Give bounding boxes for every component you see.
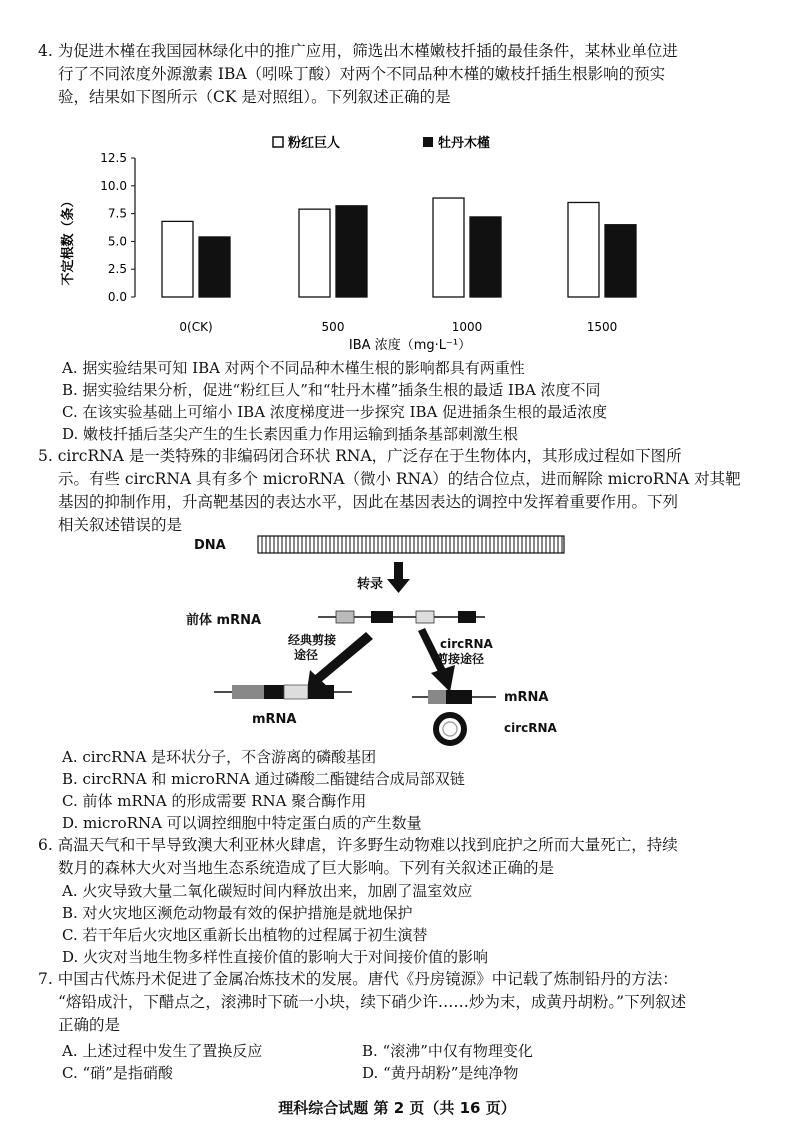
dna-strand xyxy=(258,536,564,553)
q7-stem-line1: 7. 中国古代炼丹术促进了金属冶炼技术的发展。唐代《丹房镜源》中记载了炼制铅丹的方法： xyxy=(38,970,678,988)
transcription-label: 转录 xyxy=(357,577,384,592)
q6-stem-line1: 6. 高温天气和干旱导致澳大利亚林火肆虐，许多野生动物难以找到庇护之所而大量死亡，持续 xyxy=(38,836,678,854)
mature-mrna-circ-path xyxy=(412,690,496,704)
q4-stem-line2: 行了不同浓度外源激素 IBA（吲哚丁酸）对两个不同品种木槿的嫩枝扦插生根影响的预实 xyxy=(58,65,666,83)
q5-option-c: C. 前体 mRNA 的形成需要 RNA 聚合酶作用 xyxy=(62,792,367,810)
classic-splice-label-l2: 途径 xyxy=(294,648,319,662)
mrna-label-right: mRNA xyxy=(504,690,549,705)
q4-stem-line1: 4. 为促进木槿在我国园林绿化中的推广应用，筛选出木槿嫩枝扦插的最佳条件，某林业单位进 xyxy=(38,42,678,60)
q5-option-d: D. microRNA 可以调控细胞中特定蛋白质的产生数量 xyxy=(62,814,422,832)
q6-option-a: A. 火灾导致大量二氧化碳短时间内释放出来，加剧了温室效应 xyxy=(62,882,473,900)
legend-label-peony-hibiscus: 牡丹木槿 xyxy=(438,136,491,151)
q5-stem-line1: 5. circRNA 是一类特殊的非编码闭合环状 RNA，广泛存在于生物体内，其形成过程如下图所 xyxy=(38,447,682,465)
transcription-arrow xyxy=(387,562,410,593)
pre-mrna-strand xyxy=(318,611,485,623)
circ-splice-label-l1: circRNA xyxy=(440,637,493,651)
y-tick-label: 0.0 xyxy=(107,290,127,304)
x-axis-label: IBA 浓度（mg·L⁻¹） xyxy=(348,338,472,353)
legend-label-pink-giant: 粉红巨人 xyxy=(288,136,341,151)
q7-stem-line3: 正确的是 xyxy=(58,1016,121,1034)
q7-option-a: A. 上述过程中发生了置换反应 xyxy=(62,1042,263,1060)
pre-mrna-label: 前体 mRNA xyxy=(186,613,262,628)
q6-option-b: B. 对火灾地区濒危动物最有效的保护措施是就地保护 xyxy=(62,904,413,922)
mrna-label-left: mRNA xyxy=(252,712,297,727)
y-tick-label: 7.5 xyxy=(107,206,127,221)
q7-stem-line2: “熔铅成汁，下醋点之，滚沸时下硫一小块，续下硝少许……炒为末，成黄丹胡粉。”下列叙述 xyxy=(58,993,687,1011)
q4-option-a: A. 据实验结果可知 IBA 对两个不同品种木槿生根的影响都具有两重性 xyxy=(62,359,525,377)
q4-stem-line3: 验，结果如下图所示（CK 是对照组）。下列叙述正确的是 xyxy=(58,88,451,106)
q5-stem-line3: 基因的抑制作用，升高靶基因的表达水平，因此在基因表达的调控中发挥着重要作用。下列 xyxy=(58,493,679,511)
q6-option-d: D. 火灾对当地生物多样性直接价值的影响大于对间接价值的影响 xyxy=(62,948,489,966)
y-tick-label: 5.0 xyxy=(107,234,127,249)
q5-option-a: A. circRNA 是环状分子，不含游离的磷酸基团 xyxy=(62,748,377,766)
page-footer: 理科综合试题 第 2 页（共 16 页） xyxy=(278,1099,516,1117)
q4-option-d: D. 嫩枝扦插后茎尖产生的生长素因重力作用运输到插条基部刺激生根 xyxy=(62,425,519,443)
q4-option-c: C. 在该实验基础上可缩小 IBA 浓度梯度进一步探究 IBA 促进插条生根的最适浓度 xyxy=(62,403,608,421)
circrna-label: circRNA xyxy=(504,721,557,735)
q5-stem-line4: 相关叙述错误的是 xyxy=(58,516,183,534)
circrna-ring xyxy=(436,715,464,743)
q5-stem-line2: 示。有些 circRNA 具有多个 microRNA（微小 RNA）的结合位点，进而解除 microRNA 对其靶 xyxy=(58,470,741,488)
y-tick-label: 12.5 xyxy=(100,151,127,165)
circ-splice-label-l2: 剪接途径 xyxy=(436,652,485,666)
q7-option-d: D. “黄丹胡粉”是纯净物 xyxy=(362,1064,519,1082)
x-category-label: 500 xyxy=(321,320,345,334)
q6-option-c: C. 若干年后火灾地区重新长出植物的过程属于初生演替 xyxy=(62,926,428,944)
x-category-label: 0(CK) xyxy=(179,320,213,334)
mature-mrna-classic xyxy=(214,685,352,699)
q7-option-c: C. “硝”是指硝酸 xyxy=(62,1064,173,1082)
q7-option-b: B. “滚沸”中仅有物理变化 xyxy=(362,1042,533,1060)
classic-splice-label-l1: 经典剪接 xyxy=(288,633,337,647)
dna-label: DNA xyxy=(194,538,226,553)
q4-option-b: B. 据实验结果分析，促进“粉红巨人”和“牡丹木槿”插条生根的最适 IBA 浓度不同 xyxy=(62,381,601,399)
x-category-label: 1000 xyxy=(451,320,483,334)
q6-stem-line2: 数月的森林大火对当地生态系统造成了巨大影响。下列有关叙述正确的是 xyxy=(58,859,555,877)
x-category-label: 1500 xyxy=(586,320,618,334)
y-axis-label: 不定根数（条） xyxy=(61,194,76,286)
q5-option-b: B. circRNA 和 microRNA 通过磷酸二酯键结合成局部双链 xyxy=(62,770,465,788)
y-tick-label: 2.5 xyxy=(107,262,127,277)
y-tick-label: 10.0 xyxy=(100,178,127,193)
